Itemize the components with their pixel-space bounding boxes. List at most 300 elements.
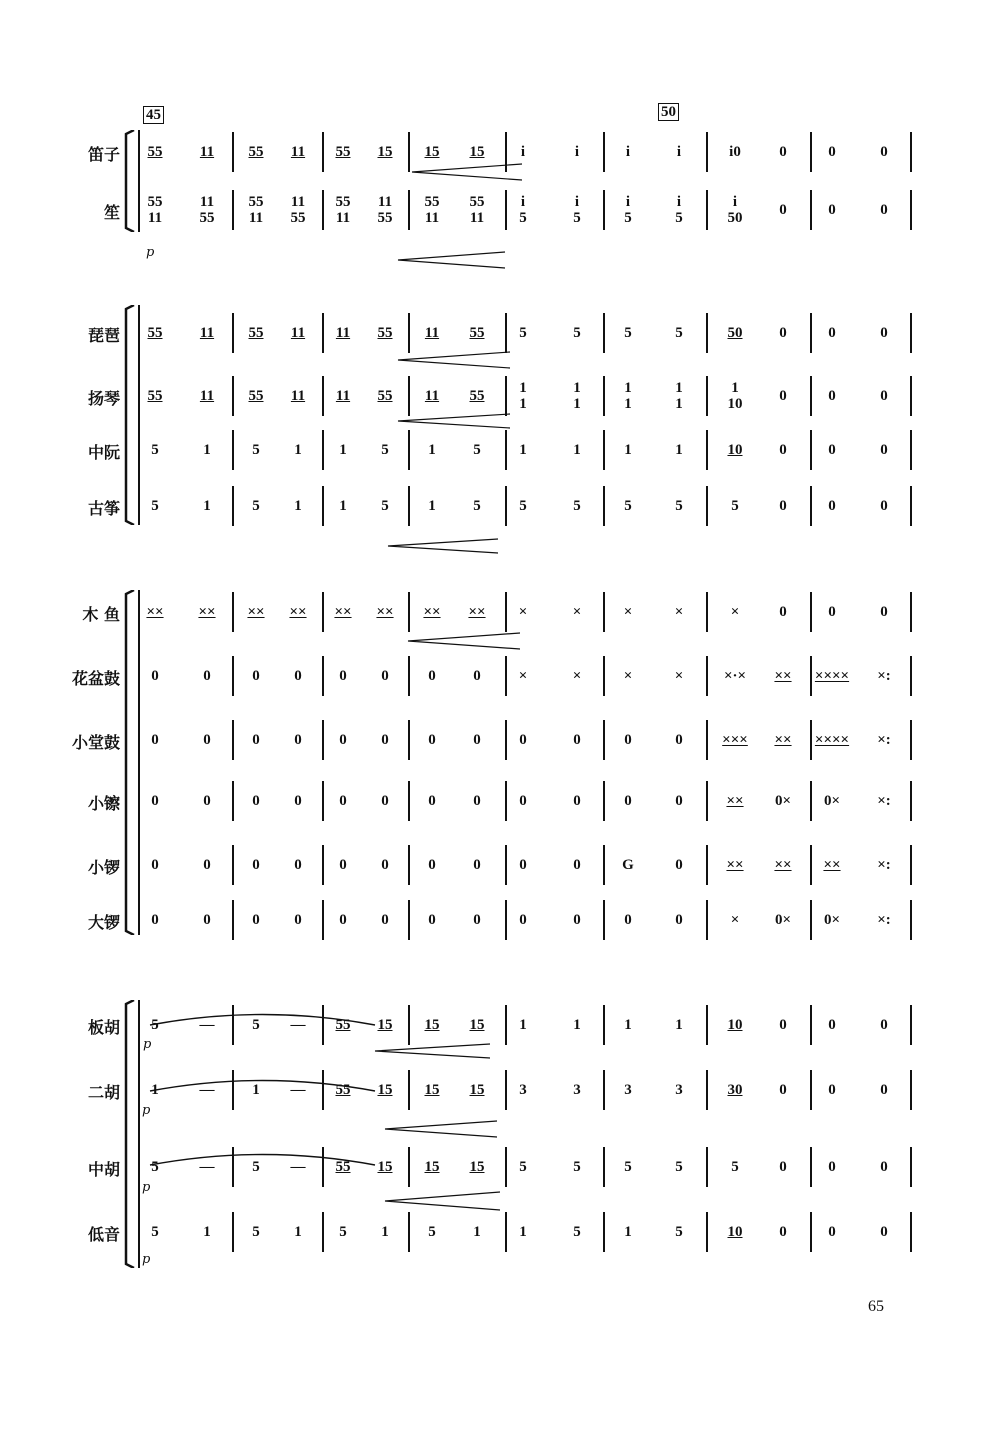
note-cell: 0 xyxy=(880,1017,888,1033)
note-cell: 5 xyxy=(624,498,632,514)
note-cell: × xyxy=(518,668,528,684)
dynamic-marking: p xyxy=(142,1180,151,1195)
note-cell: 1 xyxy=(294,442,302,458)
instrument-label: 古筝 xyxy=(87,499,120,518)
note-cell: 0 xyxy=(573,732,581,748)
bar-line xyxy=(910,430,912,470)
note-cell: 11 xyxy=(290,144,306,160)
note-cell: 55 xyxy=(335,144,351,160)
bar-line xyxy=(505,430,507,470)
note-cell: 0× xyxy=(774,793,792,809)
note-cell: 0× xyxy=(823,912,841,928)
note-cell: 1 xyxy=(519,1224,527,1240)
note-cell: 1 xyxy=(573,1017,581,1033)
note-cell: 11 55 xyxy=(290,194,306,226)
note-cell: 5 xyxy=(573,1224,581,1240)
note-cell: 15 xyxy=(377,1159,393,1175)
note-cell: 0 xyxy=(473,793,481,809)
note-cell: 1 xyxy=(203,1224,211,1240)
note-cell: 0 xyxy=(779,1224,787,1240)
note-cell: 1 10 xyxy=(727,380,743,412)
note-cell: 0 xyxy=(151,912,159,928)
note-cell: 0 xyxy=(339,793,347,809)
dynamic-marking: p xyxy=(142,1103,151,1118)
bar-line xyxy=(603,486,605,526)
note-cell: 1 xyxy=(203,498,211,514)
bar-line xyxy=(910,781,912,821)
bar-line xyxy=(408,1005,410,1045)
bar-line xyxy=(322,656,324,696)
note-cell: 1 xyxy=(294,498,302,514)
bar-line xyxy=(408,592,410,632)
note-cell: ×× xyxy=(423,604,441,620)
note-cell: i xyxy=(520,144,526,160)
note-cell: 0 xyxy=(428,668,436,684)
bar-line xyxy=(232,190,234,230)
note-cell: 11 xyxy=(290,388,306,404)
bar-line xyxy=(603,132,605,172)
note-cell: 0 xyxy=(294,793,302,809)
bar-line xyxy=(910,1147,912,1187)
note-cell: 0 xyxy=(624,732,632,748)
note-cell: 0 xyxy=(880,144,888,160)
note-cell: 5 xyxy=(519,498,527,514)
note-cell: 0 xyxy=(294,668,302,684)
note-cell: × xyxy=(730,912,740,928)
dynamic-marking: p xyxy=(143,1037,152,1052)
note-cell: ×× xyxy=(774,668,792,684)
note-cell: 15 xyxy=(377,144,393,160)
note-cell: ×× xyxy=(774,857,792,873)
bar-line xyxy=(706,845,708,885)
note-cell: 55 xyxy=(335,1017,351,1033)
note-cell: × xyxy=(518,604,528,620)
bar-line xyxy=(408,313,410,353)
note-cell: 0 xyxy=(339,912,347,928)
note-cell: 0 xyxy=(828,388,836,404)
note-cell: ×× xyxy=(289,604,307,620)
bar-line xyxy=(408,376,410,416)
note-cell: 5 xyxy=(473,498,481,514)
note-cell: 0 xyxy=(428,857,436,873)
bar-line xyxy=(706,720,708,760)
note-cell: — xyxy=(199,1159,215,1175)
bar-line xyxy=(505,1005,507,1045)
note-cell: ×× xyxy=(334,604,352,620)
bar-line xyxy=(408,720,410,760)
instrument-label: 板胡 xyxy=(87,1018,120,1037)
note-cell: 5 xyxy=(624,1159,632,1175)
bar-line xyxy=(408,1212,410,1252)
bar-line xyxy=(322,900,324,940)
note-cell: × xyxy=(572,668,582,684)
note-cell: 0 xyxy=(779,325,787,341)
note-cell: — xyxy=(290,1082,306,1098)
note-cell: 10 xyxy=(727,442,743,458)
note-cell: 3 xyxy=(573,1082,581,1098)
bar-line xyxy=(603,720,605,760)
bar-line xyxy=(408,190,410,230)
note-cell: 5 xyxy=(151,1224,159,1240)
instrument-label: 二胡 xyxy=(87,1083,120,1102)
bar-line xyxy=(408,430,410,470)
group-bracket xyxy=(122,305,136,525)
note-cell: 5 xyxy=(731,498,739,514)
bar-line xyxy=(910,1212,912,1252)
instrument-label: 笛子 xyxy=(87,145,120,164)
note-cell: 0 xyxy=(203,912,211,928)
note-cell: 5 xyxy=(675,1159,683,1175)
note-cell: i 5 xyxy=(624,194,632,226)
group-bracket xyxy=(122,130,136,232)
note-cell: 5 xyxy=(573,325,581,341)
note-cell: 0 xyxy=(151,668,159,684)
note-cell: ×××× xyxy=(814,732,850,748)
note-cell: 0 xyxy=(828,604,836,620)
hairpin-mark xyxy=(398,413,510,429)
bar-line xyxy=(910,900,912,940)
note-cell: 0 xyxy=(519,912,527,928)
note-cell: ×× xyxy=(376,604,394,620)
bar-line xyxy=(505,376,507,416)
note-cell: 1 1 xyxy=(675,380,683,412)
note-cell: 0× xyxy=(823,793,841,809)
bar-line xyxy=(603,313,605,353)
note-cell: 0 xyxy=(828,1082,836,1098)
bar-line xyxy=(910,592,912,632)
note-cell: i xyxy=(676,144,682,160)
note-cell: 55 xyxy=(248,144,264,160)
bar-line xyxy=(810,720,812,760)
bar-line xyxy=(232,900,234,940)
note-cell: ×× xyxy=(198,604,216,620)
instrument-label: 中阮 xyxy=(87,443,120,462)
note-cell: G xyxy=(622,857,634,873)
note-cell: 5 xyxy=(151,442,159,458)
note-cell: i 5 xyxy=(573,194,581,226)
note-cell: 0 xyxy=(519,732,527,748)
note-cell: 15 xyxy=(469,1082,485,1098)
bar-line xyxy=(810,845,812,885)
note-cell: 5 xyxy=(573,498,581,514)
note-cell: 0 xyxy=(381,668,389,684)
note-cell: 1 xyxy=(339,442,347,458)
note-cell: 0 xyxy=(203,857,211,873)
note-cell: i 50 xyxy=(727,194,743,226)
note-cell: i 5 xyxy=(519,194,527,226)
hairpin-mark xyxy=(398,351,510,369)
note-cell: 0 xyxy=(880,1159,888,1175)
note-cell: 1 xyxy=(624,1224,632,1240)
dynamic-marking: p xyxy=(146,245,155,260)
bar-line xyxy=(910,720,912,760)
note-cell: 5 xyxy=(519,325,527,341)
instrument-label: 中胡 xyxy=(87,1160,120,1179)
instrument-label: 小堂鼓 xyxy=(71,733,120,752)
note-cell: 15 xyxy=(424,1082,440,1098)
instrument-label: 花盆鼓 xyxy=(71,669,120,688)
bar-line xyxy=(232,845,234,885)
bar-line xyxy=(603,376,605,416)
note-cell: 0 xyxy=(339,732,347,748)
note-cell: ×: xyxy=(877,668,891,684)
note-cell: 15 xyxy=(424,144,440,160)
bar-line xyxy=(910,486,912,526)
bar-line xyxy=(322,132,324,172)
bar-line xyxy=(810,1147,812,1187)
note-cell: 0 xyxy=(828,325,836,341)
note-cell: 11 xyxy=(335,388,351,404)
note-cell: 0 xyxy=(252,732,260,748)
note-cell: 0 xyxy=(779,442,787,458)
bar-line xyxy=(408,1147,410,1187)
bar-line xyxy=(706,132,708,172)
rehearsal-mark: 45 xyxy=(143,106,164,124)
note-cell: ×× xyxy=(823,857,841,873)
note-cell: 1 xyxy=(519,1017,527,1033)
bar-line xyxy=(322,190,324,230)
note-cell: 1 xyxy=(339,498,347,514)
bar-line xyxy=(603,1070,605,1110)
bar-line xyxy=(910,1070,912,1110)
note-cell: 5 xyxy=(731,1159,739,1175)
bar-line xyxy=(910,376,912,416)
note-cell: 0 xyxy=(151,857,159,873)
page-number: 65 xyxy=(868,1298,884,1315)
note-cell: 15 xyxy=(424,1017,440,1033)
note-cell: 5 xyxy=(252,442,260,458)
note-cell: 5 xyxy=(151,1159,159,1175)
note-cell: 5 xyxy=(252,1017,260,1033)
note-cell: 0 xyxy=(880,442,888,458)
note-cell: 1 1 xyxy=(573,380,581,412)
bar-line xyxy=(810,430,812,470)
note-cell: 0 xyxy=(828,202,836,218)
bar-line xyxy=(322,720,324,760)
bar-line xyxy=(810,900,812,940)
note-cell: 11 xyxy=(290,325,306,341)
bar-line xyxy=(910,190,912,230)
note-cell: 0 xyxy=(779,1082,787,1098)
bar-line xyxy=(810,313,812,353)
note-cell: 5 xyxy=(151,1017,159,1033)
bar-line xyxy=(810,592,812,632)
note-cell: 11 xyxy=(199,144,215,160)
note-cell: 11 xyxy=(424,325,440,341)
bar-line xyxy=(706,486,708,526)
note-cell: ××× xyxy=(722,732,748,748)
bar-line xyxy=(408,781,410,821)
note-cell: 55 xyxy=(248,325,264,341)
bar-line xyxy=(408,1070,410,1110)
note-cell: 55 11 xyxy=(424,194,440,226)
note-cell: 0 xyxy=(294,732,302,748)
bar-line xyxy=(322,376,324,416)
note-cell: 3 xyxy=(519,1082,527,1098)
note-cell: 0 xyxy=(779,498,787,514)
note-cell: 15 xyxy=(469,1159,485,1175)
bar-line xyxy=(505,720,507,760)
note-cell: 0 xyxy=(428,912,436,928)
note-cell: 0 xyxy=(573,912,581,928)
note-cell: 0 xyxy=(473,912,481,928)
bar-line xyxy=(706,190,708,230)
hairpin-mark xyxy=(408,632,520,650)
note-cell: 11 55 xyxy=(377,194,393,226)
note-cell: 0 xyxy=(428,732,436,748)
instrument-label: 小镲 xyxy=(87,794,120,813)
bar-line xyxy=(810,486,812,526)
bar-line xyxy=(603,845,605,885)
bar-line xyxy=(322,1212,324,1252)
note-cell: ×·× xyxy=(723,668,747,684)
note-cell: 0 xyxy=(203,793,211,809)
bar-line xyxy=(706,376,708,416)
note-cell: 5 xyxy=(675,325,683,341)
note-cell: 5 xyxy=(151,498,159,514)
note-cell: 0 xyxy=(880,498,888,514)
note-cell: 0 xyxy=(151,793,159,809)
bar-line xyxy=(706,1212,708,1252)
bar-line xyxy=(706,313,708,353)
note-cell: 0 xyxy=(381,793,389,809)
bar-line xyxy=(810,132,812,172)
note-cell: × xyxy=(623,604,633,620)
note-cell: 55 xyxy=(335,1082,351,1098)
note-cell: 55 xyxy=(147,388,163,404)
bar-line xyxy=(505,781,507,821)
bar-line xyxy=(810,1070,812,1110)
note-cell: 10 xyxy=(727,1224,743,1240)
note-cell: × xyxy=(674,668,684,684)
note-cell: × xyxy=(730,604,740,620)
note-cell: 30 xyxy=(727,1082,743,1098)
note-cell: 0 xyxy=(828,442,836,458)
note-cell: ×××× xyxy=(814,668,850,684)
bar-line xyxy=(706,1005,708,1045)
note-cell: — xyxy=(290,1017,306,1033)
note-cell: 55 xyxy=(147,325,163,341)
note-cell: ×× xyxy=(774,732,792,748)
bar-line xyxy=(706,592,708,632)
note-cell: 0 xyxy=(252,912,260,928)
note-cell: 15 xyxy=(377,1082,393,1098)
bar-line xyxy=(505,1070,507,1110)
hairpin-mark xyxy=(385,1191,500,1211)
note-cell: 0 xyxy=(675,912,683,928)
note-cell: 5 xyxy=(381,442,389,458)
bar-line xyxy=(603,900,605,940)
group-bracket xyxy=(122,590,136,935)
note-cell: 0 xyxy=(880,202,888,218)
bar-line xyxy=(505,1147,507,1187)
note-cell: 1 1 xyxy=(519,380,527,412)
note-cell: 0 xyxy=(294,912,302,928)
note-cell: 0 xyxy=(381,732,389,748)
note-cell: 0 xyxy=(473,857,481,873)
bar-line xyxy=(322,486,324,526)
note-cell: 0 xyxy=(828,144,836,160)
note-cell: 1 xyxy=(624,442,632,458)
note-cell: 1 xyxy=(473,1224,481,1240)
dynamic-marking: p xyxy=(142,1252,151,1267)
note-cell: 0 xyxy=(675,857,683,873)
note-cell: × xyxy=(572,604,582,620)
bar-line xyxy=(232,781,234,821)
bar-line xyxy=(603,1147,605,1187)
note-cell: 1 xyxy=(428,442,436,458)
bar-line xyxy=(910,656,912,696)
hairpin-mark xyxy=(375,1043,490,1059)
note-cell: 5 xyxy=(381,498,389,514)
note-cell: 55 xyxy=(147,144,163,160)
bar-line xyxy=(505,592,507,632)
instrument-label: 琵琶 xyxy=(87,326,120,345)
note-cell: ×: xyxy=(877,857,891,873)
note-cell: 0 xyxy=(624,912,632,928)
note-cell: 55 xyxy=(377,388,393,404)
note-cell: 55 xyxy=(469,388,485,404)
note-cell: i xyxy=(625,144,631,160)
note-cell: 0 xyxy=(252,793,260,809)
bar-line xyxy=(232,720,234,760)
bar-line xyxy=(603,430,605,470)
bar-line xyxy=(322,430,324,470)
note-cell: ×× xyxy=(247,604,265,620)
note-cell: 3 xyxy=(624,1082,632,1098)
hairpin-mark xyxy=(385,1120,497,1138)
bar-line xyxy=(706,781,708,821)
note-cell: 0 xyxy=(252,857,260,873)
bar-line xyxy=(505,486,507,526)
bar-line xyxy=(603,190,605,230)
note-cell: 5 xyxy=(252,1159,260,1175)
bar-line xyxy=(910,132,912,172)
bar-line xyxy=(232,376,234,416)
note-cell: 0 xyxy=(339,668,347,684)
instrument-label: 木 鱼 xyxy=(82,605,120,624)
note-cell: 0 xyxy=(519,857,527,873)
note-cell: 55 11 xyxy=(469,194,485,226)
note-cell: 0 xyxy=(675,793,683,809)
note-cell: 0 xyxy=(294,857,302,873)
note-cell: 0 xyxy=(779,202,787,218)
group-bracket xyxy=(122,1000,136,1268)
note-cell: — xyxy=(199,1082,215,1098)
note-cell: 10 xyxy=(727,1017,743,1033)
bar-line xyxy=(232,1212,234,1252)
instrument-label: 扬琴 xyxy=(87,389,120,408)
tie-arc xyxy=(145,1150,380,1170)
note-cell: 5 xyxy=(339,1224,347,1240)
bar-line xyxy=(322,592,324,632)
note-cell: ×× xyxy=(468,604,486,620)
note-cell: 5 xyxy=(675,1224,683,1240)
note-cell: 1 xyxy=(624,1017,632,1033)
note-cell: 55 11 xyxy=(147,194,163,226)
bar-line xyxy=(706,1070,708,1110)
note-cell: 5 xyxy=(624,325,632,341)
instrument-label: 低音 xyxy=(87,1225,120,1244)
instrument-label: 小锣 xyxy=(87,858,120,877)
note-cell: 0× xyxy=(774,912,792,928)
note-cell: 0 xyxy=(203,732,211,748)
note-cell: i0 xyxy=(729,144,741,160)
bar-line xyxy=(603,592,605,632)
bar-line xyxy=(232,313,234,353)
bar-line xyxy=(810,190,812,230)
note-cell: 15 xyxy=(469,1017,485,1033)
